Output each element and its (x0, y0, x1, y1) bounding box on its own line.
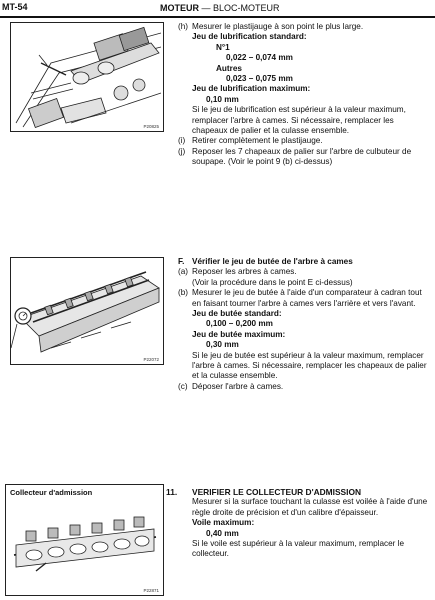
spec-value: 0,10 mm (206, 94, 239, 104)
spec-value: 0,022 – 0,074 mm (226, 53, 293, 63)
step-text: Reposer les 7 chapeaux de palier sur l'arbre de culbuteur de soupape. (Voir le point 9 (b) ci-dessus) (192, 146, 412, 167)
step-label: (a) (178, 267, 189, 277)
figure-code: P22871 (143, 588, 159, 593)
step-F (178, 257, 430, 392)
step-11 (166, 487, 430, 560)
camshaft-illustration (11, 23, 163, 131)
figure-code: P20825 (143, 124, 159, 129)
spec-label: N°1 (216, 42, 230, 52)
step-note: Si le voile est supérieur à la valeur maximum, remplacer le collecteur. (192, 539, 405, 559)
step-title: VERIFIER LE COLLECTEUR D'ADMISSION (192, 487, 362, 497)
intake-manifold-illustration (6, 485, 163, 595)
spec-value: 0,30 mm (206, 340, 239, 350)
step-label: 11. (166, 487, 178, 497)
step-text: Déposer l'arbre à cames. (192, 381, 284, 391)
page-header-title (160, 3, 280, 13)
step-text: Reposer les arbres à cames. (192, 267, 297, 277)
figure-thrust-clearance (10, 257, 164, 365)
step-title: Vérifier le jeu de butée de l'arbre à cames (192, 257, 353, 266)
step-label: (b) (178, 288, 189, 298)
figure-title: Collecteur d'admission (10, 488, 93, 497)
figure-code: P22072 (143, 357, 159, 362)
spec-title: Jeu de butée maximum: (192, 329, 286, 339)
cylinder-head-illustration (11, 258, 163, 364)
step-note: Si le jeu de lubrification est supérieur à la valeur maximum, remplacer l'arbre à cames. Si nécessaire, remplacer les chapeaux de palier et la culasse ensemble. (192, 105, 406, 136)
step-label: F. (178, 257, 185, 266)
header-separator: — (201, 3, 211, 13)
step-label: (j) (178, 146, 186, 156)
spec-value: 0,100 – 0,200 mm (206, 319, 273, 329)
spec-title: Voile maximum: (192, 518, 255, 528)
step-label: (h) (178, 22, 189, 31)
header-rule (0, 16, 435, 18)
spec-title: Jeu de lubrification maximum: (192, 84, 311, 94)
step-h (178, 22, 430, 168)
spec-title: Jeu de lubrification standard: (192, 32, 307, 42)
page-code: MT-54 (2, 2, 28, 12)
header-subsection: BLOC-MOTEUR (213, 3, 280, 13)
step-text: Mesurer si la surface touchant la culasse est voilée à l'aide d'une règle droite de précision et d'un calibre d'épaisseur. (192, 497, 428, 517)
spec-value: 0,023 – 0,075 mm (226, 74, 293, 84)
step-text: Mesurer le jeu de butée à l'aide d'un comparateur à cadran tout en faisant tourner l'arbre à cames vers l'arrière et vers l'avant. (192, 288, 422, 308)
step-text: Mesurer le plastijauge à son point le plus large. (192, 22, 364, 31)
figure-camshaft-plastigauge (10, 22, 164, 132)
step-label: (i) (178, 136, 186, 146)
spec-value: 0,40 mm (206, 528, 239, 538)
spec-label: Autres (216, 63, 242, 73)
spec-title: Jeu de butée standard: (192, 309, 282, 319)
step-note: (Voir la procédure dans le point E ci-dessus) (192, 277, 353, 287)
header-section: MOTEUR (160, 3, 199, 13)
step-label: (c) (178, 381, 188, 391)
step-note: Si le jeu de butée est supérieur à la valeur maximum, remplacer l'arbre à cames. Si nécessaire, remplacer les chapeaux de palier et la culasse ensemble. (192, 350, 427, 381)
figure-intake-manifold (5, 484, 164, 596)
step-text: Retirer complètement le plastijauge. (192, 136, 323, 146)
